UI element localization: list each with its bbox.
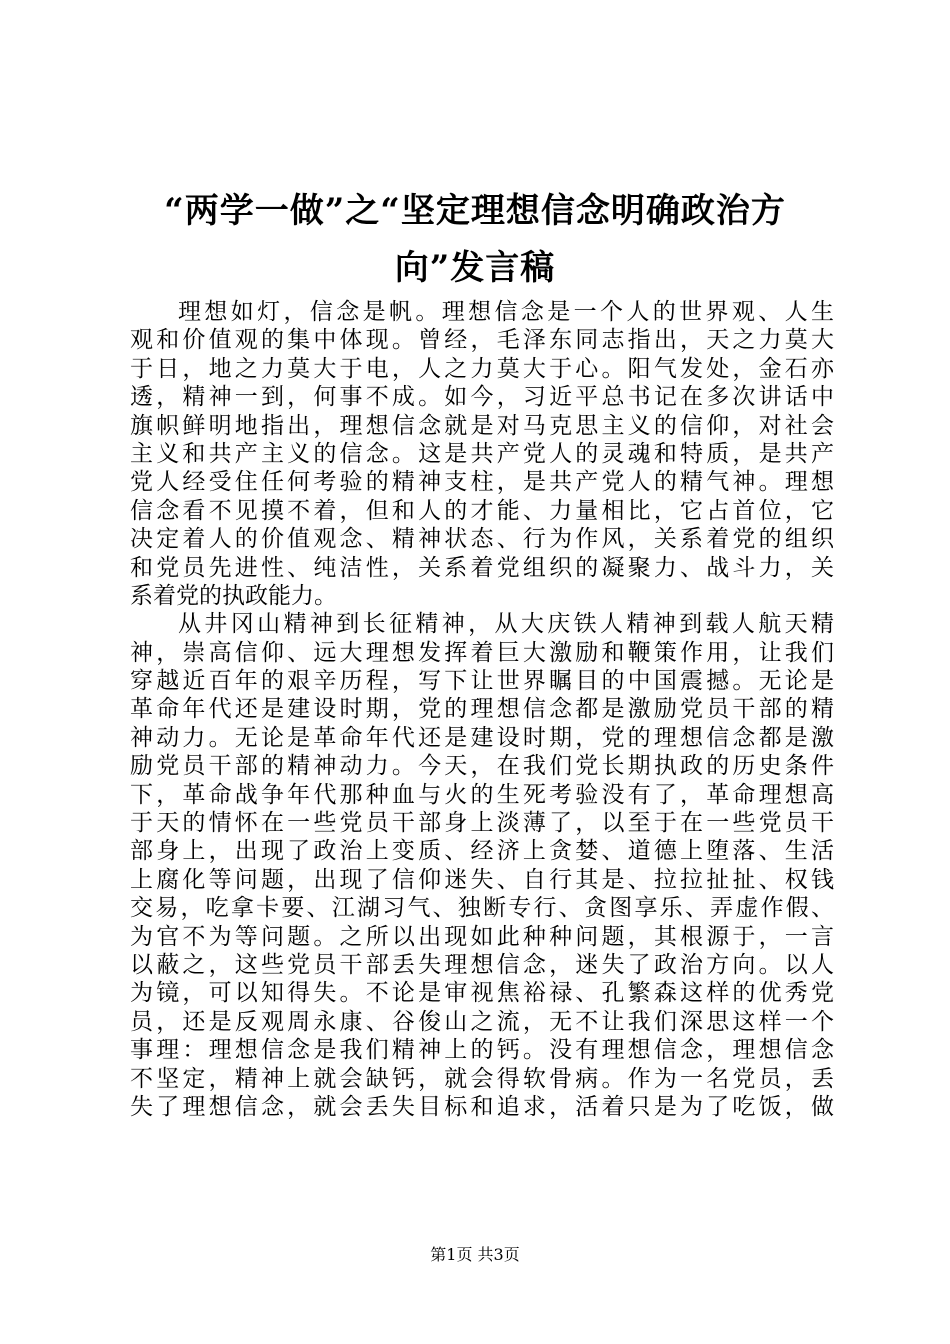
paragraph-line: 系着党的执政能力。 — [130, 582, 337, 609]
paragraph — [130, 298, 834, 610]
paragraph-line: 决定着人的价值观念、精神状态、行为作风，关系着党的组织 — [130, 526, 834, 553]
paragraph-line: 信念看不见摸不着，但和人的才能、力量相比，它占首位，它 — [130, 497, 834, 524]
title-line-1: “两学一做”之“坚定理想信念明确政治方 — [164, 191, 786, 231]
paragraph-line: 穿越近百年的艰辛历程，写下让世界瞩目的中国震撼。无论是 — [130, 668, 834, 695]
paragraph-line: 神，崇高信仰、远大理想发挥着巨大激励和鞭策作用，让我们 — [130, 639, 834, 666]
paragraph-line: 革命年代还是建设时期，党的理想信念都是激励党员干部的精 — [130, 696, 834, 723]
paragraph-line: 下，革命战争年代那种血与火的生死考验没有了，革命理想高 — [130, 781, 834, 808]
paragraph-line: 上腐化等问题，出现了信仰迷失、自行其是、拉拉扯扯、权钱 — [130, 866, 834, 893]
paragraph-line: 主义和共产主义的信念。这是共产党人的灵魂和特质，是共产 — [130, 440, 834, 467]
paragraph-line: 理想如灯，信念是帆。理想信念是一个人的世界观、人生 — [178, 299, 834, 325]
paragraph-line: 部身上，出现了政治上变质、经济上贪婪、道德上堕落、生活 — [130, 838, 834, 865]
paragraph-line: 励党员干部的精神动力。今天，在我们党长期执政的历史条件 — [130, 753, 834, 780]
title-line-2: 向”发言稿 — [394, 248, 556, 288]
paragraph-line: 事理：理想信念是我们精神上的钙。没有理想信念，理想信念 — [130, 1037, 834, 1064]
paragraph-line: 神动力。无论是革命年代还是建设时期，党的理想信念都是激 — [130, 724, 834, 751]
paragraph-line: 为镜，可以知得失。不论是审视焦裕禄、孔繁森这样的优秀党 — [130, 980, 834, 1007]
paragraph-line: 为官不为等问题。之所以出现如此种种问题，其根源于，一言 — [130, 923, 834, 950]
paragraph-line: 不坚定，精神上就会缺钙，就会得软骨病。作为一名党员，丢 — [130, 1065, 834, 1092]
paragraph-line: 透，精神一到，何事不成。如今，习近平总书记在多次讲话中 — [130, 384, 834, 411]
paragraph-line: 观和价值观的集中体现。曾经，毛泽东同志指出，天之力莫大 — [130, 327, 834, 354]
paragraph — [130, 610, 834, 1121]
page-footer: 第1页 共3页 — [430, 1245, 520, 1264]
paragraph-line: 旗帜鲜明地指出，理想信念就是对马克思主义的信仰，对社会 — [130, 412, 834, 439]
document-title — [110, 183, 840, 297]
paragraph-line: 从井冈山精神到长征精神，从大庆铁人精神到载人航天精 — [178, 611, 834, 638]
paragraph-line: 交易，吃拿卡要、江湖习气、独断专行、贪图享乐、弄虚作假、 — [130, 895, 834, 922]
paragraph-line: 和党员先进性、纯洁性，关系着党组织的凝聚力、战斗力，关 — [130, 554, 834, 581]
paragraph-line: 员，还是反观周永康、谷俊山之流，无不让我们深思这样一个 — [130, 1008, 834, 1035]
document-body — [130, 298, 834, 1121]
paragraph-line: 党人经受住任何考验的精神支柱，是共产党人的精气神。理想 — [130, 469, 834, 496]
paragraph-line: 于日，地之力莫大于电，人之力莫大于心。阳气发处，金石亦 — [130, 355, 834, 382]
paragraph-line: 于天的情怀在一些党员干部身上淡薄了，以至于在一些党员干 — [130, 810, 834, 837]
paragraph-line: 以蔽之，这些党员干部丢失理想信念，迷失了政治方向。以人 — [130, 951, 834, 978]
paragraph-line: 失了理想信念，就会丢失目标和追求，活着只是为了吃饭，做 — [130, 1093, 834, 1120]
